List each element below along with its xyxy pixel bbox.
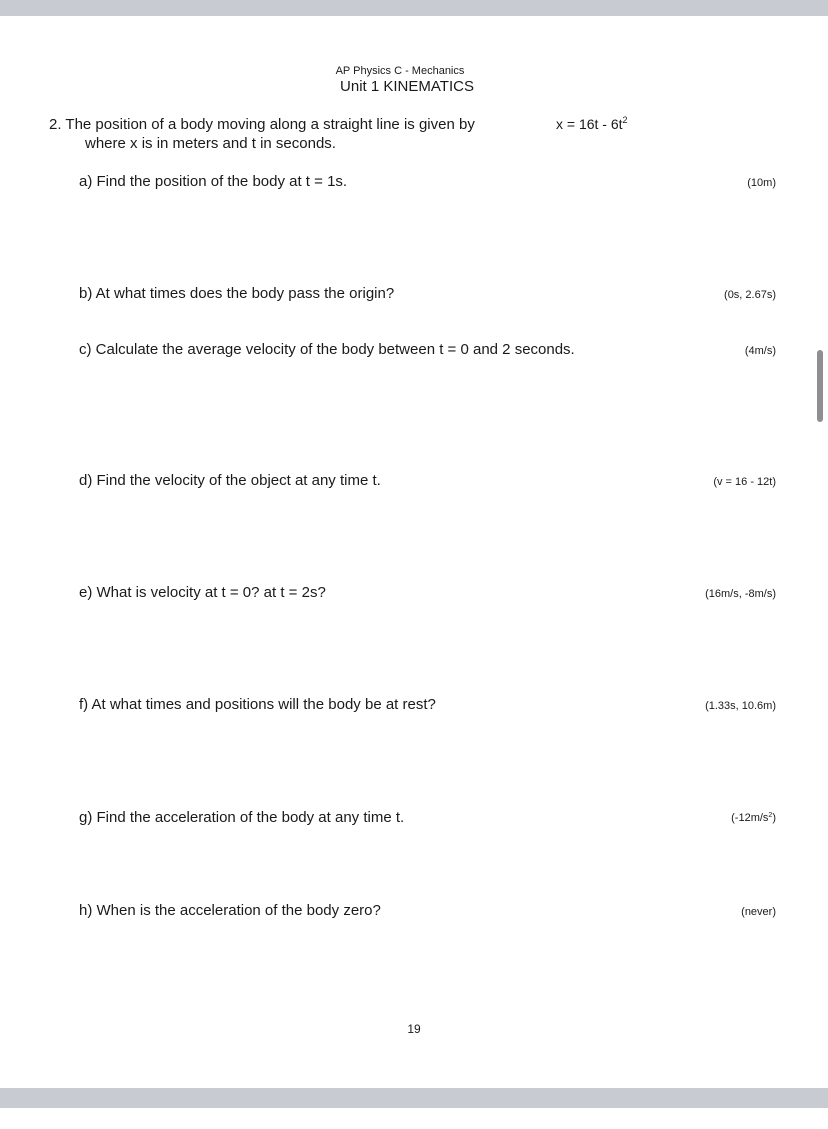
equation-base: x = 16t - 6t (556, 116, 623, 132)
part-g-answer-base: (-12m/s (731, 812, 769, 824)
part-c-answer: (4m/s) (744, 345, 776, 357)
part-g-answer-end: ) (772, 812, 776, 824)
part-b-question: b) At what times does the body pass the origin? (79, 285, 395, 302)
part-b-answer: (0s, 2.67s) (724, 289, 776, 301)
part-g-answer-exponent: 2 (768, 812, 773, 819)
course-title: AP Physics C - Mechanics (335, 65, 465, 77)
part-f-question: f) At what times and positions will the body be at rest? (79, 696, 436, 713)
unit-title: Unit 1 KINEMATICS (340, 78, 474, 95)
part-f-answer: (1.33s, 10.6m) (705, 700, 776, 712)
part-h-question: h) When is the acceleration of the body zero? (79, 902, 381, 919)
part-e-question: e) What is velocity at t = 0? at t = 2s? (79, 584, 326, 601)
equation-exponent: 2 (622, 115, 628, 125)
position-equation (556, 116, 628, 132)
vertical-scrollbar-thumb[interactable] (817, 350, 823, 422)
document-page (0, 16, 812, 1088)
page-number: 19 (407, 1022, 421, 1036)
part-a-question: a) Find the position of the body at t = 1s. (79, 173, 348, 190)
part-h-answer: (never) (741, 906, 776, 918)
viewer-top-bar (0, 0, 828, 16)
part-d-answer: (v = 16 - 12t) (713, 476, 776, 488)
viewer-bottom-bar (0, 1088, 828, 1108)
part-a-answer: (10m) (747, 177, 776, 189)
part-c-question: c) Calculate the average velocity of the body between t = 0 and 2 seconds. (79, 341, 575, 358)
part-g-question: g) Find the acceleration of the body at any time t. (79, 809, 405, 826)
part-g-answer (731, 812, 776, 824)
problem-statement: 2. The position of a body moving along a straight line is given by (49, 116, 475, 133)
problem-units: where x is in meters and t in seconds. (85, 135, 336, 152)
part-e-answer: (16m/s, -8m/s) (705, 588, 776, 600)
part-d-question: d) Find the velocity of the object at any time t. (79, 472, 381, 489)
